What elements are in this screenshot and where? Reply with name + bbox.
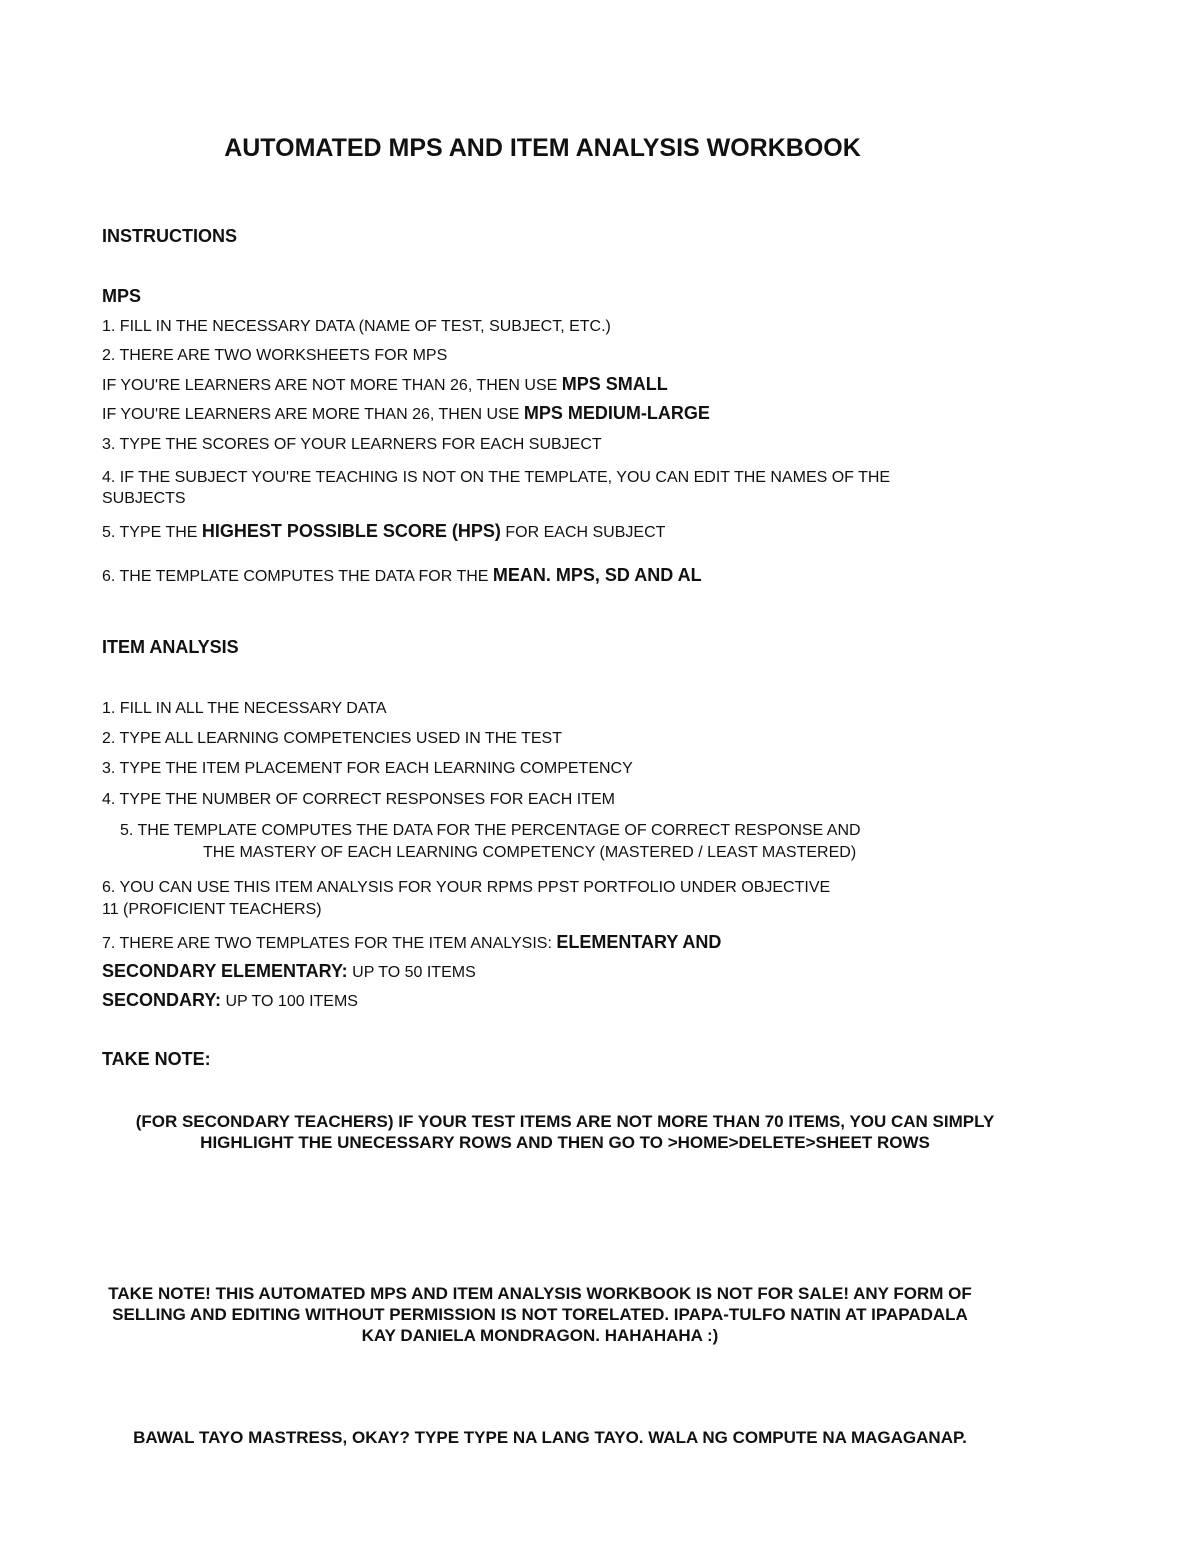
ia-secondary-bold: SECONDARY: xyxy=(102,990,222,1010)
note-secondary-teachers: (FOR SECONDARY TEACHERS) IF YOUR TEST ITEMS ARE NOT MORE THAN 70 ITEMS, YOU CAN SIMPLY HIGHLIGHT THE UNECESSARY ROWS AND THEN GO TO >HOME>DELETE>SHEET ROWS xyxy=(135,1112,995,1152)
ia-step-5-line-1: 5. THE TEMPLATE COMPUTES THE DATA FOR THE PERCENTAGE OF CORRECT RESPONSE AND xyxy=(120,822,861,839)
ia-step-5-line-2: THE MASTERY OF EACH LEARNING COMPETENCY (MASTERED / LEAST MASTERED) xyxy=(203,844,857,861)
mps-step-4: 4. IF THE SUBJECT YOU'RE TEACHING IS NOT ON THE TEMPLATE, YOU CAN EDIT THE NAMES OF THE SUBJECTS xyxy=(102,469,891,507)
mps-large-bold: MPS MEDIUM-LARGE xyxy=(523,403,710,423)
mps-step-6 xyxy=(102,565,702,587)
closing-note: BAWAL TAYO MASTRESS, OKAY? TYPE TYPE NA LANG TAYO. WALA NG COMPUTE NA MAGAGANAP. xyxy=(133,1428,967,1447)
mps-small-text: IF YOU'RE LEARNERS ARE NOT MORE THAN 26, THEN USE xyxy=(102,377,562,394)
ia-step-1: 1. FILL IN ALL THE NECESSARY DATA xyxy=(102,700,387,717)
mps-step-6-bold: MEAN. MPS, SD AND AL xyxy=(492,565,702,585)
ia-step-6-line-2: 11 (PROFICIENT TEACHERS) xyxy=(102,901,322,918)
ia-secondary-elementary xyxy=(102,961,476,983)
item-analysis-heading: ITEM ANALYSIS xyxy=(102,637,239,657)
mps-large-text: IF YOU'RE LEARNERS ARE MORE THAN 26, THEN USE xyxy=(102,406,524,423)
ia-step-7 xyxy=(102,932,721,954)
mps-large-line xyxy=(102,403,710,425)
mps-step-1: 1. FILL IN THE NECESSARY DATA (NAME OF TEST, SUBJECT, ETC.) xyxy=(102,318,611,335)
ia-step-3: 3. TYPE THE ITEM PLACEMENT FOR EACH LEARNING COMPETENCY xyxy=(102,760,633,777)
take-note-heading: TAKE NOTE: xyxy=(102,1049,211,1069)
mps-step-6-prefix: 6. THE TEMPLATE COMPUTES THE DATA FOR THE xyxy=(102,568,493,585)
mps-step-2: 2. THERE ARE TWO WORKSHEETS FOR MPS xyxy=(102,347,448,364)
mps-step-5-bold: HIGHEST POSSIBLE SCORE (HPS) xyxy=(201,521,501,541)
ia-secondary-elementary-text: UP TO 50 ITEMS xyxy=(347,964,476,981)
mps-small-line xyxy=(102,374,668,396)
instructions-heading: INSTRUCTIONS xyxy=(102,226,237,246)
mps-heading: MPS xyxy=(102,286,142,306)
mps-step-5-prefix: 5. TYPE THE xyxy=(102,524,202,541)
ia-step-7-prefix: 7. THERE ARE TWO TEMPLATES FOR THE ITEM ANALYSIS: xyxy=(102,935,557,952)
ia-secondary xyxy=(102,990,358,1012)
mps-step-3: 3. TYPE THE SCORES OF YOUR LEARNERS FOR EACH SUBJECT xyxy=(102,436,602,453)
ia-secondary-elementary-bold: SECONDARY ELEMENTARY: xyxy=(102,961,348,981)
ia-step-6-line-1: 6. YOU CAN USE THIS ITEM ANALYSIS FOR YOUR RPMS PPST PORTFOLIO UNDER OBJECTIVE xyxy=(102,879,831,896)
ia-secondary-text: UP TO 100 ITEMS xyxy=(221,993,358,1010)
note-not-for-sale: TAKE NOTE! THIS AUTOMATED MPS AND ITEM ANALYSIS WORKBOOK IS NOT FOR SALE! ANY FORM OF SELLING AND EDITING WITHOUT PERMISSION IS NOT TORELATED. IPAPA-TULFO NATIN AT IPAPADALA KAY DANIELA MONDRAGON. HAHAHAHA :) xyxy=(108,1284,972,1345)
mps-step-5 xyxy=(102,521,665,543)
ia-step-4: 4. TYPE THE NUMBER OF CORRECT RESPONSES FOR EACH ITEM xyxy=(102,791,615,808)
ia-step-2: 2. TYPE ALL LEARNING COMPETENCIES USED IN THE TEST xyxy=(102,730,562,747)
ia-step-7-bold: ELEMENTARY AND xyxy=(556,932,722,952)
mps-step-5-suffix: FOR EACH SUBJECT xyxy=(500,524,666,541)
document-title: AUTOMATED MPS AND ITEM ANALYSIS WORKBOOK xyxy=(224,134,861,162)
mps-small-bold: MPS SMALL xyxy=(561,374,668,394)
